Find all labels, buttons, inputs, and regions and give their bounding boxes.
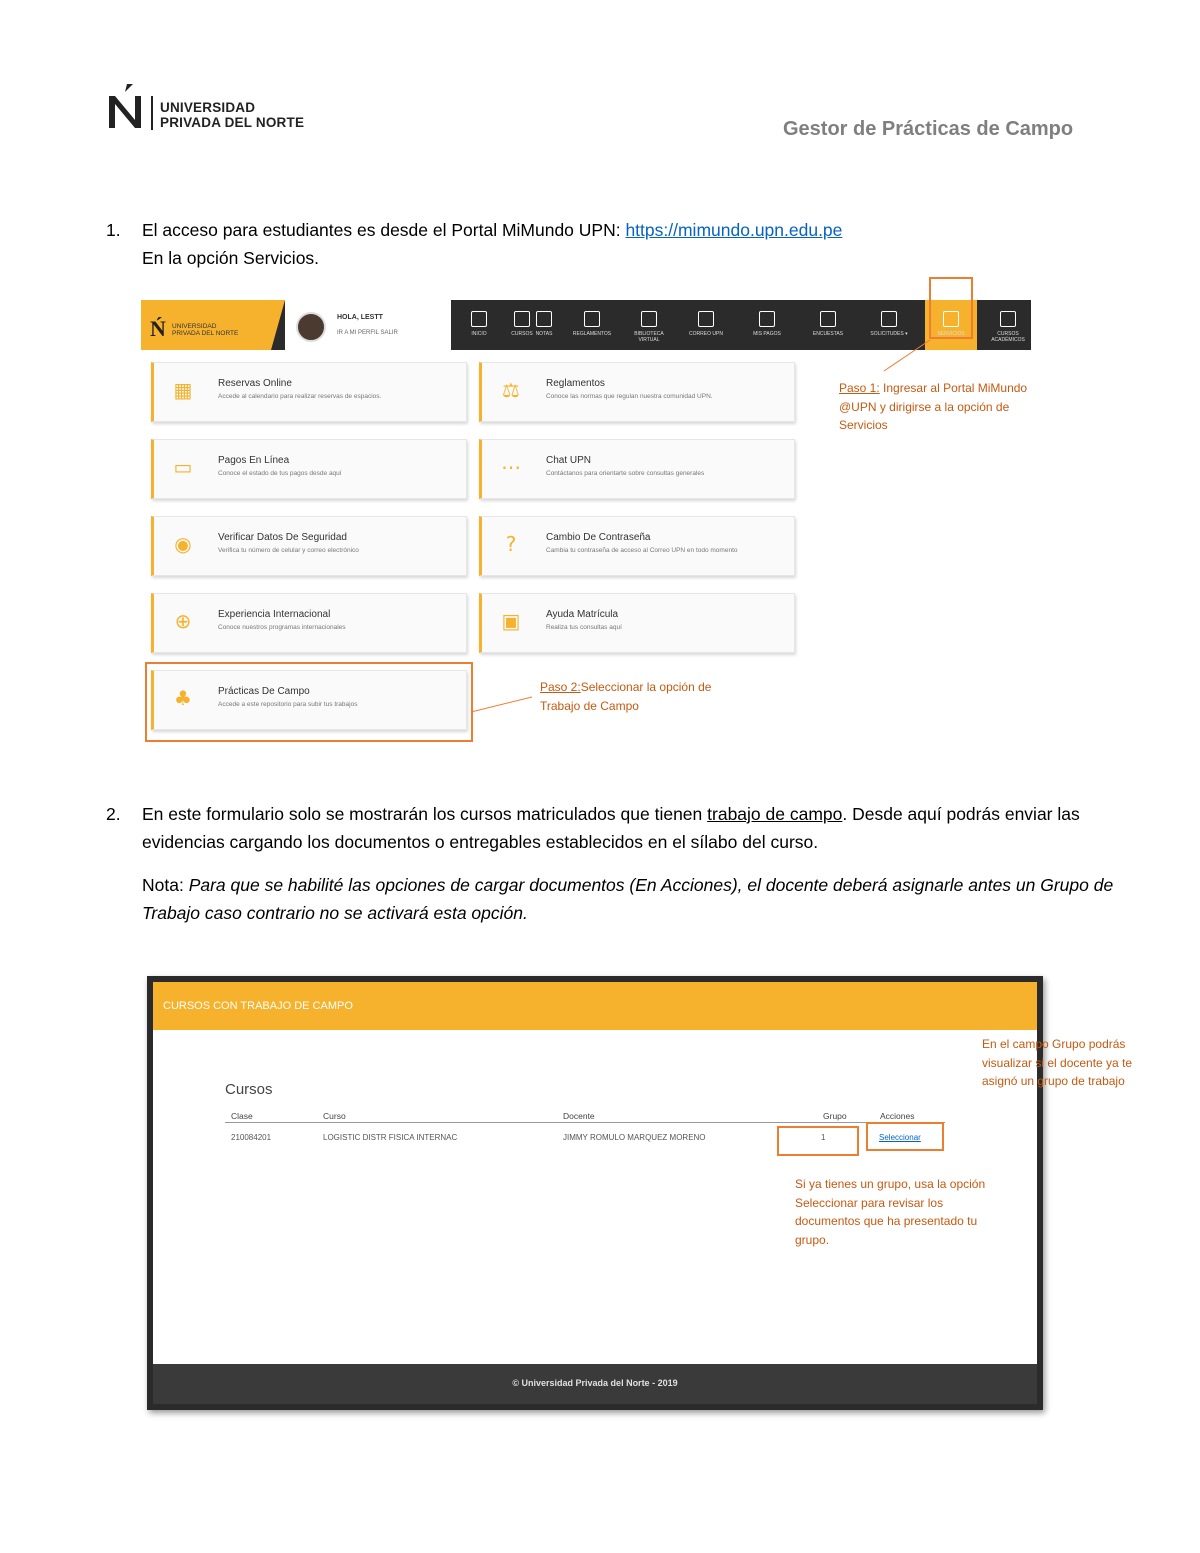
- nav-label-encuestas: ENCUESTAS: [812, 331, 844, 337]
- document-title: Gestor de Prácticas de Campo: [783, 118, 1074, 140]
- monitor-icon: ▭: [173, 455, 193, 479]
- courses-footer: [153, 1364, 1037, 1404]
- university-name-line1: UNIVERSIDAD: [160, 100, 256, 115]
- column-header-clase: Clase: [231, 1111, 253, 1121]
- card-desc: Contáctanos para orientarte sobre consultas generales: [546, 470, 705, 477]
- calendar-icon: ▦: [173, 378, 193, 402]
- highlight-grupo: [777, 1126, 859, 1156]
- mimundo-link[interactable]: https://mimundo.upn.edu.pe: [625, 220, 843, 240]
- scales-icon: ⚖: [502, 378, 520, 402]
- card-desc: Verifica tu número de celular y correo electrónico: [218, 547, 359, 554]
- line-paso2: [471, 697, 532, 712]
- card-desc: Accede a este repositorio para subir tus trabajos: [218, 701, 358, 708]
- nav-label-pagos: MIS PAGOS: [753, 331, 781, 337]
- chat-icon: ⋯: [501, 455, 521, 479]
- line-paso1: [884, 340, 930, 371]
- note-paso2-step: Paso 2:: [540, 680, 581, 694]
- courses-banner: [153, 982, 1037, 1030]
- column-header-grupo: Grupo: [823, 1111, 847, 1121]
- step2-underlined: trabajo de campo: [707, 804, 843, 824]
- step1-line2: En la opción Servicios.: [142, 248, 320, 268]
- portal-logo-icon: Ń: [150, 316, 166, 341]
- card-title: Cambio De Contraseña: [546, 532, 651, 543]
- nav-label-notas: NOTAS: [535, 331, 553, 337]
- note-text: Para que se habilité las opciones de cargar documentos (En Acciones), el docente deberá asignarle antes un Grupo de Trabajo caso contrario no se activará esta opción.: [142, 875, 1114, 923]
- globe-icon: ⊕: [174, 609, 192, 633]
- question-icon: ?: [505, 532, 517, 556]
- seleccionar-link[interactable]: Seleccionar: [879, 1133, 921, 1142]
- card-title: Reglamentos: [546, 378, 605, 389]
- cell-grupo: 1: [821, 1133, 826, 1142]
- note-grupo: En el campo Grupo podrás visualizar si el docente ya te asignó un grupo de trabajo: [982, 1037, 1133, 1088]
- university-name-line2: PRIVADA DEL NORTE: [160, 115, 305, 130]
- portal-logo-line2: PRIVADA DEL NORTE: [172, 330, 239, 337]
- nav-label-cursos: CURSOS: [511, 331, 533, 337]
- card-desc: Conoce el estado de tus pagos desde aquí: [218, 470, 342, 477]
- column-header-curso: Curso: [323, 1111, 346, 1121]
- cell-clase: 210084201: [231, 1133, 272, 1142]
- nav-label-correo: CORREO UPN: [689, 331, 723, 337]
- footer-copyright: © Universidad Privada del Norte - 2019: [512, 1378, 678, 1388]
- card-title: Reservas Online: [218, 378, 292, 389]
- column-header-acciones: Acciones: [880, 1111, 915, 1121]
- portal-logo-line1: UNIVERSIDAD: [172, 323, 217, 330]
- cell-curso: LOGISTIC DISTR FISICA INTERNAC: [323, 1133, 458, 1142]
- field-icon: ♣: [174, 686, 192, 710]
- highlight-seleccionar: [866, 1122, 944, 1151]
- table-header-divider: [225, 1122, 945, 1123]
- step2-text-after: . Desde aquí podrás enviar las evidencias cargando los documentos o entregables establecidos en el sílabo del curso.: [142, 804, 1080, 852]
- help-desk-icon: ▣: [501, 609, 521, 633]
- card-desc: Realiza tus consultas aquí: [546, 624, 622, 631]
- profile-links[interactable]: IR A MI PERFIL SALIR: [337, 330, 398, 336]
- step1-number: 1.: [106, 220, 121, 240]
- note-paso1-text: Ingresar al Portal MiMundo @UPN y dirigirse a la opción de Servicios: [839, 381, 1028, 432]
- step2-text-before: En este formulario solo se mostrarán los cursos matriculados que tienen: [142, 804, 708, 824]
- courses-heading: Cursos: [225, 1081, 273, 1098]
- note-seleccionar: Si ya tienes un grupo, usa la opción Seleccionar para revisar los documentos que ha presentado tu grupo.: [795, 1177, 986, 1247]
- column-header-docente: Docente: [563, 1111, 595, 1121]
- card-title: Chat UPN: [546, 455, 592, 466]
- card-desc: Cambia tu contraseña de acceso al Correo UPN en todo momento: [546, 547, 738, 554]
- card-title: Experiencia Internacional: [218, 609, 331, 620]
- nav-label-solicitudes: SOLICITUDES ▾: [870, 331, 908, 337]
- courses-banner-title: CURSOS CON TRABAJO DE CAMPO: [163, 1000, 353, 1012]
- card-desc: Accede al calendario para realizar reservas de espacios.: [218, 393, 382, 400]
- eye-icon: ◉: [174, 532, 192, 556]
- card-desc: Conoce nuestros programas internacionales: [218, 624, 346, 631]
- card-desc: Conoce las normas que regulan nuestra comunidad UPN.: [546, 393, 713, 400]
- cell-docente: JIMMY ROMULO MARQUEZ MORENO: [563, 1133, 706, 1142]
- note-paso1: [839, 379, 1029, 435]
- nav-label-reglamentos: REGLAMENTOS: [572, 331, 612, 337]
- card-title: Verificar Datos De Seguridad: [218, 532, 347, 543]
- nav-label-inicio: INICIO: [471, 331, 487, 337]
- note-label: Nota:: [142, 875, 189, 895]
- step2-note: [142, 871, 1117, 927]
- user-greeting: HOLA, LESTT: [337, 314, 383, 321]
- card-title: Pagos En Línea: [218, 455, 290, 466]
- step1-text-before-link: El acceso para estudiantes es desde el Portal MiMundo UPN:: [142, 220, 626, 240]
- nav-label-biblioteca: BIBLIOTECA VIRTUAL: [634, 331, 664, 343]
- nav-label-cursos-academicos: CURSOS ACADÉMICOS: [991, 331, 1025, 343]
- step2-number: 2.: [106, 804, 121, 824]
- card-title: Prácticas De Campo: [218, 686, 310, 697]
- note-paso2: [540, 678, 720, 715]
- step2-text: [142, 800, 1117, 856]
- nav-label-servicios: SERVICIOS: [937, 331, 965, 337]
- note-paso1-step: Paso 1:: [839, 381, 880, 395]
- card-title: Ayuda Matrícula: [546, 609, 619, 620]
- note-paso2-text: Seleccionar la opción de Trabajo de Campo: [540, 680, 712, 713]
